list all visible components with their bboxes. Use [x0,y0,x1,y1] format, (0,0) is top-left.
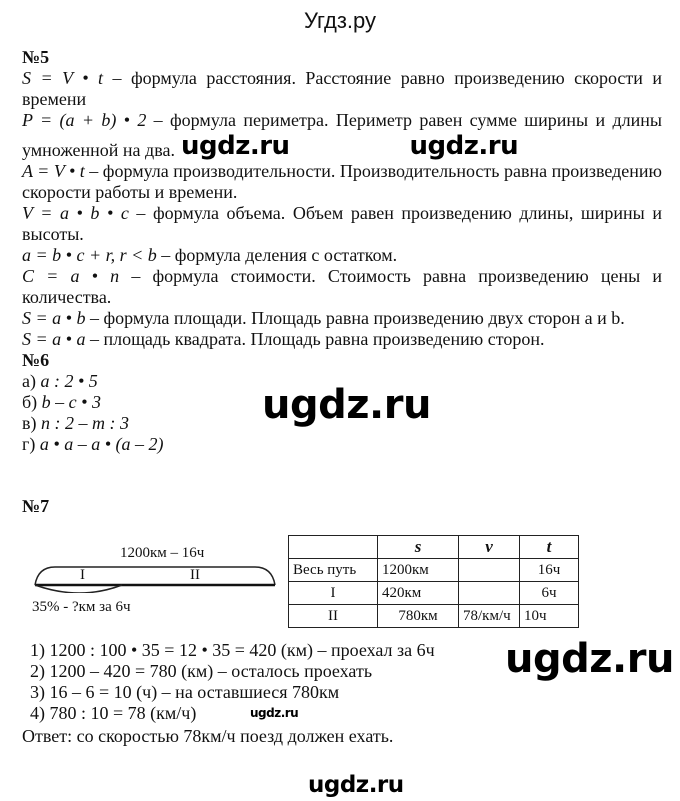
item-label: б) [22,392,42,412]
task-heading: №7 [22,496,50,516]
formula: A = V • t [22,161,85,181]
diagram-part-1: I [80,567,85,583]
table-cell [459,582,520,605]
diagram-note: 35% - ?км за 6ч [32,599,131,615]
table-cell: 1200км [378,559,459,582]
task-heading: №5 [22,47,50,67]
task-7-heading-wrap [22,496,662,517]
expression: b – c • 3 [41,392,101,412]
diagram-lines [30,563,280,593]
expression-line [22,434,662,455]
diagram-part-2: II [190,567,200,583]
table-header: s [378,536,459,559]
table-cell: 10ч [520,605,579,628]
formula: S = V • t [22,68,103,88]
formula-line [22,329,662,350]
data-table [288,535,579,628]
formula-description: – формула объема. Объем равен произведению длины, ширины и высоты. [22,203,662,244]
step: 4) 780 : 10 = 78 (км/ч) [30,703,197,723]
formula-description: – формула стоимости. Стоимость равна произведению цены и количества. [22,266,662,307]
step: 1) 1200 : 100 • 35 = 12 • 35 = 420 (км) – проехал за 6ч [30,640,435,660]
task-5 [22,47,662,350]
table-cell: I [289,582,378,605]
table-cell: Весь путь [289,559,378,582]
formula-description: – формула периметра. Периметр равен сумме ширины и длины умноженной на два. [22,110,662,160]
answer: Ответ: со скоростью 78км/ч поезд должен ехать. [22,726,394,746]
table-cell: 16ч [520,559,579,582]
watermark: ugdz.ru [180,131,290,161]
table-row [289,582,579,605]
item-label: в) [22,413,41,433]
formula-line [22,245,662,266]
table-cell: 780км [378,605,459,628]
table-cell: 420км [378,582,459,605]
step: 3) 16 – 6 = 10 (ч) – на оставшиеся 780км [30,682,340,702]
formula-description: – формула расстояния. Расстояние равно произведению скорости и времени [22,68,662,109]
watermark: ugdz.ru [505,636,674,682]
item-label: а) [22,371,41,391]
formula: a = b • c + r, r < b [22,245,157,265]
segment-diagram [30,545,280,615]
table-cell: II [289,605,378,628]
formula: S = a • b [22,308,86,328]
formula-line [22,266,662,308]
table-cell: 6ч [520,582,579,605]
formula-line [22,308,662,329]
table-cell [459,559,520,582]
formula-description: – формула площади. Площадь равна произведению двух сторон a и b. [85,308,625,328]
formula: C = a • n [22,266,120,286]
table-header: t [520,536,579,559]
formula-line [22,203,662,245]
step: 2) 1200 – 420 = 780 (км) – осталось проехать [30,661,373,681]
item-label: г) [22,434,40,454]
diagram-total: 1200км – 16ч [120,545,205,561]
formula: S = a • a [22,329,86,349]
watermark: ugdz.ru [250,706,299,720]
formula: V = a • b • c [22,203,129,223]
table-cell: 78/км/ч [459,605,520,628]
watermark: ugdz.ru [262,382,431,428]
table-row [289,605,579,628]
formula-line [22,161,662,203]
watermark: ugdz.ru [409,131,519,161]
watermark: ugdz.ru [308,772,404,798]
formula-line [22,110,662,161]
table-row [289,559,579,582]
table-header: v [459,536,520,559]
site-title: Угдз.ру [303,8,377,33]
formula-description: – формула производительности. Производительность равна произведению скорости работы и времени. [22,161,662,202]
table-header [289,536,378,559]
formula-description: – формула деления с остатком. [156,245,398,265]
expression: a : 2 • 5 [40,371,98,391]
expression: a • a – a • (a – 2) [39,434,164,454]
expression: n : 2 – m : 3 [41,413,129,433]
table-header-row [289,536,579,559]
formula-line [22,68,662,110]
task-heading: №6 [22,350,50,370]
formula: P = (a + b) • 2 [22,110,147,130]
formula-description: – площадь квадрата. Площадь равна произведению сторон. [85,329,545,349]
